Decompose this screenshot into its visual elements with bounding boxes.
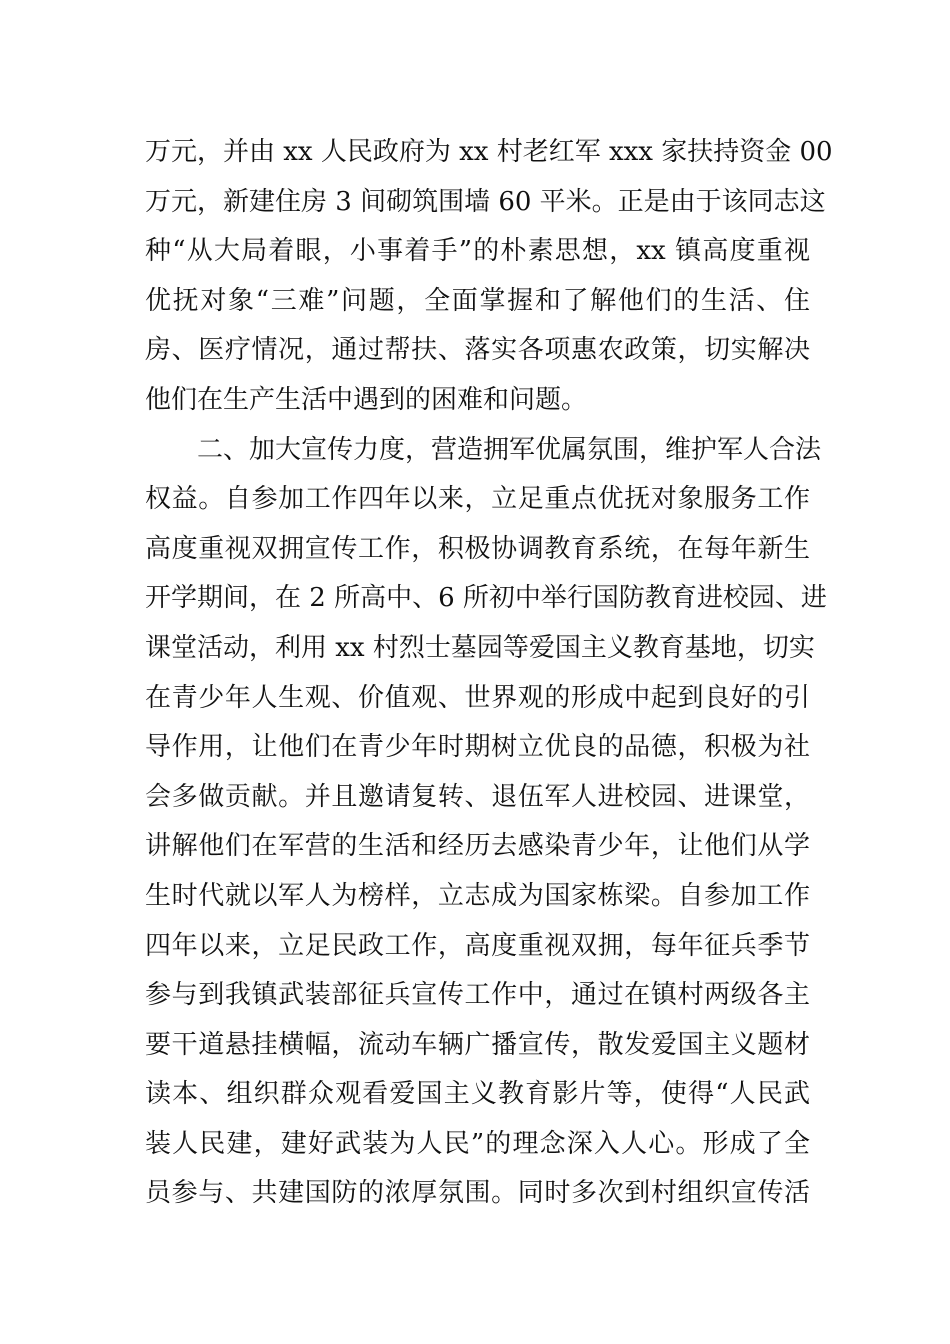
text-line-15: 讲解他们在军营的生活和经历去感染青少年，让他们从学 [145,831,810,862]
text-line-17: 四年以来，立足民政工作，高度重视双拥，每年征兵季节 [145,930,810,961]
text-line-16: 生时代就以军人为榜样，立志成为国家栋梁。自参加工作 [145,880,810,911]
text-line-14: 会多做贡献。并且邀请复转、退伍军人进校园、进课堂， [145,781,810,812]
text-line-5: 房、医疗情况，通过帮扶、落实各项惠农政策，切实解决 [145,335,810,366]
text-line-3: 种“从大局着眼，小事着手”的朴素思想，xx 镇高度重视 [145,236,810,267]
text-line-13: 导作用，让他们在青少年时期树立优良的品德，积极为社 [145,732,810,763]
text-line-11: 课堂活动，利用 xx 村烈士墓园等爱国主义教育基地，切实 [145,632,815,663]
text-line-2: 万元，新建住房 3 间砌筑围墙 60 平米。正是由于该同志这 [145,186,826,217]
text-line-7: 二、加大宣传力度，营造拥军优属氛围，维护军人合法 [145,434,822,465]
body-text [145,128,833,1219]
text-line-10: 开学期间，在 2 所高中、6 所初中举行国防教育进校园、进 [145,583,827,614]
text-line-1: 万元，并由 xx 人民政府为 xx 村老红军 xxx 家扶持资金 00 [145,137,833,167]
text-line-22: 员参与、共建国防的浓厚氛围。同时多次到村组织宣传活 [145,1178,810,1209]
text-line-8: 权益。自参加工作四年以来，立足重点优抚对象服务工作 [145,484,810,515]
text-line-12: 在青少年人生观、价值观、世界观的形成中起到良好的引 [145,682,810,713]
text-line-21: 装人民建，建好武装为人民”的理念深入人心。形成了全 [145,1128,810,1159]
text-line-9: 高度重视双拥宣传工作，积极协调教育系统，在每年新生 [145,533,810,564]
text-line-20: 读本、组织群众观看爱国主义教育影片等，使得“人民武 [145,1079,810,1110]
text-line-18: 参与到我镇武装部征兵宣传工作中，通过在镇村两级各主 [145,980,810,1011]
text-line-4: 优抚对象“三难”问题，全面掌握和了解他们的生活、住 [145,285,810,316]
text-line-19: 要干道悬挂横幅，流动车辆广播宣传，散发爱国主义题材 [145,1029,810,1060]
text-line-6: 他们在生产生活中遇到的困难和问题。 [145,384,588,415]
